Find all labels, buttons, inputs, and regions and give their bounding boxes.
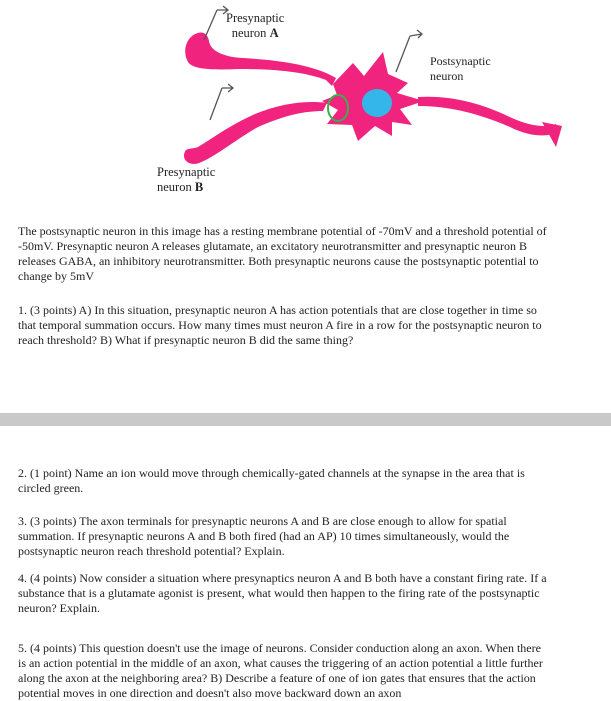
postsynaptic-neuron-label: Postsynaptic neuron xyxy=(430,54,491,83)
electrode-a xyxy=(204,6,228,40)
presynaptic-neuron-b-label: Presynaptic neuron B xyxy=(157,165,216,194)
nucleus-shape xyxy=(362,89,392,117)
question-5: 5. (4 points) This question doesn't use the image of neurons. Consider conduction along an axon. When there is an action potential in the middle of an axon, what causes the triggering of an action potential a little further along the axon at the neighboring area? B) Describe a feature of one of ion gates that ensures that the action potential moves in one direction and doesn't also move backward down an axon xyxy=(18,641,543,700)
neuron-diagram xyxy=(0,0,611,205)
electrode-b xyxy=(210,84,233,120)
question-2: 2. (1 point) Name an ion would move through chemically-gated channels at the synapse in the area that is circled green. xyxy=(18,466,525,495)
question-3: 3. (3 points) The axon terminals for presynaptic neurons A and B are close enough to allow for spatial summation. If presynaptic neurons A and B both fired (had an AP) 10 times simultaneously, would the postsynaptic neuron reach threshold potential? Explain. xyxy=(18,514,510,558)
question-4: 4. (4 points) Now consider a situation where presynaptics neuron A and B both have a constant firing rate. If a substance that is a glutamate agonist is present, what would then happen to the firing rate of the postsynaptic neuron? Explain. xyxy=(18,571,547,615)
intro-paragraph: The postsynaptic neuron in this image has a resting membrane potential of -70mV and a threshold potential of -50mV. Presynaptic neuron A releases glutamate, an excitatory neurotransmitter and presynaptic neuron B releases GABA, an inhibitory neurotransmitter. Both presynaptic neurons cause the postsynaptic potential to change by 5mV xyxy=(18,224,547,283)
section-divider xyxy=(0,413,611,426)
electrode-post xyxy=(396,30,422,72)
question-1: 1. (3 points) A) In this situation, presynaptic neuron A has action potentials that are close together in time so that temporal summation occurs. How many times must neuron A fire in a row for the postsynaptic neuron to reach threshold? B) What if presynaptic neuron B did the same thing? xyxy=(18,303,542,347)
postsynaptic-axon-shape xyxy=(418,97,558,136)
presynaptic-neuron-a-label: Presynaptic neuron A xyxy=(226,11,285,40)
presynaptic-neuron-b-shape xyxy=(184,102,327,164)
